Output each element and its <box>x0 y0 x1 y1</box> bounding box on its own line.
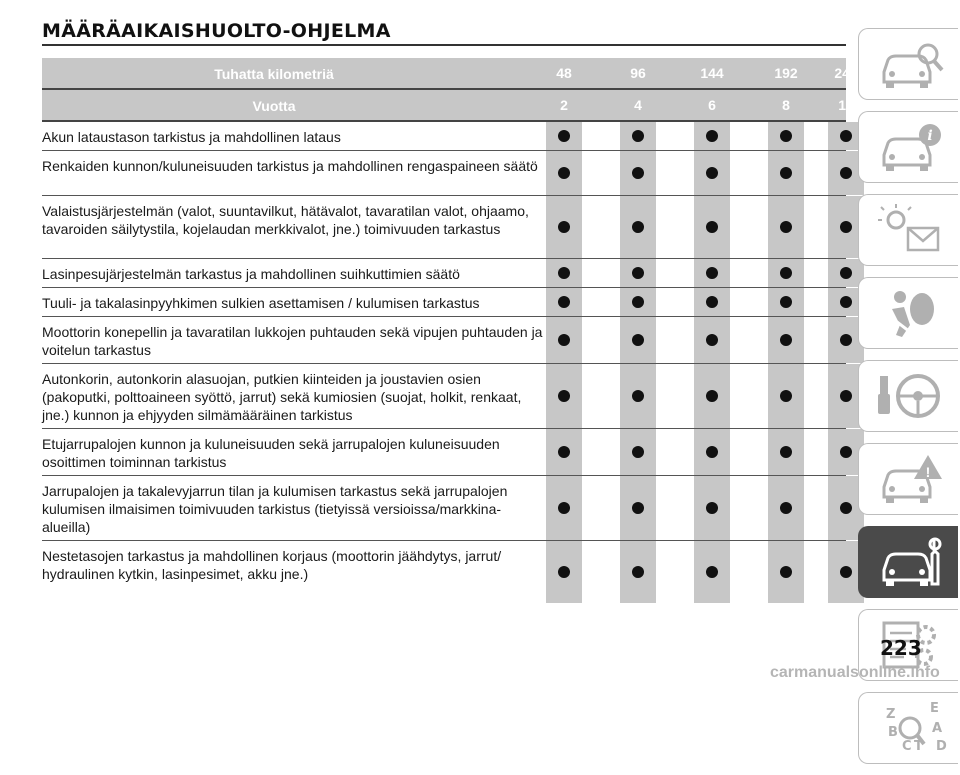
check-dot-icon <box>780 296 792 308</box>
check-dot-icon <box>632 334 644 346</box>
check-dot-icon <box>780 221 792 233</box>
schedule-cell <box>694 317 730 363</box>
check-dot-icon <box>780 390 792 402</box>
section-tab-steering-wheel-key[interactable] <box>858 360 958 432</box>
check-dot-icon <box>706 390 718 402</box>
car-warning-icon <box>874 451 944 507</box>
table-row <box>42 476 846 541</box>
row-label: Lasinpesujärjestelmän tarkastus ja mahdollinen suihkuttimien säätö <box>42 266 460 282</box>
schedule-cell <box>694 476 730 540</box>
page-title: MÄÄRÄAIKAISHUOLTO-OHJELMA <box>42 20 391 42</box>
check-dot-icon <box>632 446 644 458</box>
row-label: Nestetasojen tarkastus ja mahdollinen korjaus (moottorin jäähdytys, jarrut/ hydraulinen kytkin, lasinpesimet, akku jne.) <box>42 548 502 582</box>
schedule-cell <box>620 476 656 540</box>
row-label: Renkaiden kunnon/kuluneisuuden tarkistus ja mahdollinen rengaspaineen säätö <box>42 158 538 174</box>
check-dot-icon <box>706 267 718 279</box>
schedule-cell <box>768 541 804 603</box>
index-icon <box>874 700 947 756</box>
section-tab-car-search[interactable] <box>858 28 958 100</box>
index-letter: A <box>931 721 942 736</box>
schedule-cell <box>620 259 656 287</box>
section-tab-airbag[interactable] <box>858 277 958 349</box>
check-dot-icon <box>558 221 570 233</box>
row-label: Tuuli- ja takalasinpyyhkimen sulkien asettamisen / kulumisen tarkastus <box>42 295 480 311</box>
check-dot-icon <box>706 502 718 514</box>
table-row <box>42 541 846 603</box>
index-letter: D <box>935 739 947 754</box>
schedule-cell <box>620 317 656 363</box>
car-info-icon <box>874 119 944 175</box>
header-value: 48 <box>556 65 572 81</box>
table-row <box>42 259 846 288</box>
header-value: 8 <box>782 97 790 113</box>
table-row <box>42 317 846 364</box>
check-dot-icon <box>706 221 718 233</box>
header-value: 4 <box>634 97 642 113</box>
watermark: carmanualsonline.info <box>770 664 940 681</box>
schedule-cell <box>694 364 730 428</box>
check-dot-icon <box>840 502 852 514</box>
check-dot-icon <box>706 167 718 179</box>
row-label: Akun lataustason tarkistus ja mahdollinen lataus <box>42 129 341 145</box>
schedule-cell <box>768 476 804 540</box>
page-number: 223 <box>880 636 922 660</box>
check-dot-icon <box>780 130 792 142</box>
header-value: 144 <box>700 65 724 81</box>
svg-text:i: i <box>926 128 933 144</box>
schedule-cell <box>546 476 582 540</box>
check-dot-icon <box>632 130 644 142</box>
check-dot-icon <box>632 167 644 179</box>
row-label: Valaistusjärjestelmän (valot, suuntavilkut, hätävalot, tavaratilan valot, ohjaamo, tavaroiden säilytystila, kojelaudan merkkivalot, jne.) toimivuuden tarkastus <box>42 203 529 237</box>
car-service-icon <box>874 534 944 590</box>
header-value: 96 <box>630 65 646 81</box>
schedule-cell <box>694 429 730 475</box>
car-search-icon <box>874 36 944 92</box>
schedule-cell <box>694 196 730 258</box>
title-rule <box>42 44 846 46</box>
check-dot-icon <box>840 221 852 233</box>
row-label: Moottorin konepellin ja tavaratilan lukkojen puhtauden sekä vipujen puhtauden ja voitelun tarkastus <box>42 324 543 358</box>
schedule-cell <box>620 429 656 475</box>
svg-text:!: ! <box>925 464 930 480</box>
check-dot-icon <box>840 334 852 346</box>
table-row <box>42 151 846 196</box>
warning-light-icon <box>874 202 944 258</box>
header-row-km <box>42 58 858 90</box>
schedule-cell <box>546 151 582 195</box>
check-dot-icon <box>558 446 570 458</box>
section-tab-car-warning[interactable] <box>858 443 958 515</box>
section-tab-index[interactable] <box>858 692 958 764</box>
header-value: 2 <box>560 97 568 113</box>
schedule-cell <box>620 288 656 316</box>
check-dot-icon <box>558 130 570 142</box>
section-tab-car-info[interactable] <box>858 111 958 183</box>
schedule-cell <box>768 151 804 195</box>
section-tab-car-service[interactable] <box>858 526 958 598</box>
header-value: 192 <box>774 65 798 81</box>
check-dot-icon <box>780 167 792 179</box>
check-dot-icon <box>632 267 644 279</box>
check-dot-icon <box>632 221 644 233</box>
header-row-years <box>42 90 854 122</box>
check-dot-icon <box>840 446 852 458</box>
check-dot-icon <box>780 566 792 578</box>
check-dot-icon <box>840 130 852 142</box>
check-dot-icon <box>780 334 792 346</box>
schedule-cell <box>620 122 656 150</box>
index-letter: E <box>929 701 939 716</box>
check-dot-icon <box>558 566 570 578</box>
schedule-cell <box>620 196 656 258</box>
check-dot-icon <box>558 502 570 514</box>
maintenance-table <box>42 58 858 603</box>
index-letter: T <box>913 739 923 754</box>
row-label: Jarrupalojen ja takalevyjarrun tilan ja kulumisen tarkastus sekä jarrupalojen kulumisen ilmaisimen toimivuuden tarkistus (tietyissä versioissa/markkina-alueilla) <box>42 483 508 535</box>
check-dot-icon <box>706 130 718 142</box>
schedule-cell <box>768 259 804 287</box>
header-label: Tuhatta kilometriä <box>214 66 334 82</box>
section-tab-warning-light[interactable] <box>858 194 958 266</box>
check-dot-icon <box>780 446 792 458</box>
schedule-cell <box>546 196 582 258</box>
schedule-cell <box>768 317 804 363</box>
schedule-cell <box>694 122 730 150</box>
table-row <box>42 288 846 317</box>
table-row <box>42 364 846 429</box>
steering-wheel-key-icon <box>874 368 944 424</box>
schedule-cell <box>768 122 804 150</box>
index-letter: C <box>901 739 912 754</box>
row-label: Etujarrupalojen kunnon ja kuluneisuuden sekä jarrupalojen kuluneisuuden osoittimen toiminnan tarkistus <box>42 436 500 470</box>
check-dot-icon <box>558 167 570 179</box>
check-dot-icon <box>632 390 644 402</box>
schedule-cell <box>620 541 656 603</box>
airbag-icon <box>874 285 944 341</box>
schedule-cell <box>694 288 730 316</box>
table-row <box>42 429 846 476</box>
check-dot-icon <box>706 296 718 308</box>
check-dot-icon <box>706 334 718 346</box>
schedule-cell <box>768 288 804 316</box>
check-dot-icon <box>780 502 792 514</box>
schedule-cell <box>620 364 656 428</box>
schedule-cell <box>768 196 804 258</box>
schedule-cell <box>694 259 730 287</box>
check-dot-icon <box>558 390 570 402</box>
table-row <box>42 122 846 151</box>
table-row <box>42 196 846 259</box>
check-dot-icon <box>632 502 644 514</box>
check-dot-icon <box>558 334 570 346</box>
check-dot-icon <box>706 566 718 578</box>
header-value: 10 <box>838 97 854 113</box>
header-label: Vuotta <box>252 98 296 114</box>
index-letter: B <box>887 725 898 740</box>
check-dot-icon <box>840 296 852 308</box>
section-tabs <box>858 28 960 775</box>
schedule-cell <box>768 364 804 428</box>
check-dot-icon <box>840 566 852 578</box>
schedule-cell <box>620 151 656 195</box>
schedule-cell <box>546 541 582 603</box>
schedule-cell <box>694 541 730 603</box>
schedule-cell <box>546 122 582 150</box>
check-dot-icon <box>632 566 644 578</box>
schedule-cell <box>546 317 582 363</box>
schedule-cell <box>768 429 804 475</box>
check-dot-icon <box>632 296 644 308</box>
schedule-cell <box>546 364 582 428</box>
header-value: 6 <box>708 97 716 113</box>
header-value: 240 <box>834 65 858 81</box>
schedule-cell <box>694 151 730 195</box>
check-dot-icon <box>706 446 718 458</box>
schedule-cell <box>546 259 582 287</box>
check-dot-icon <box>840 267 852 279</box>
check-dot-icon <box>780 267 792 279</box>
check-dot-icon <box>558 296 570 308</box>
check-dot-icon <box>558 267 570 279</box>
check-dot-icon <box>840 167 852 179</box>
schedule-cell <box>546 288 582 316</box>
schedule-cell <box>546 429 582 475</box>
row-label: Autonkorin, autonkorin alasuojan, putkien kiinteiden ja joustavien osien (pakoputki, polttoaineen syöttö, jarrut) sekä kumiosien (suojat, holkit, renkaat, jne.) kunnon ja ehjyyden silmämääräinen tarkistus <box>42 371 522 423</box>
index-letter: Z <box>885 707 895 722</box>
check-dot-icon <box>840 390 852 402</box>
